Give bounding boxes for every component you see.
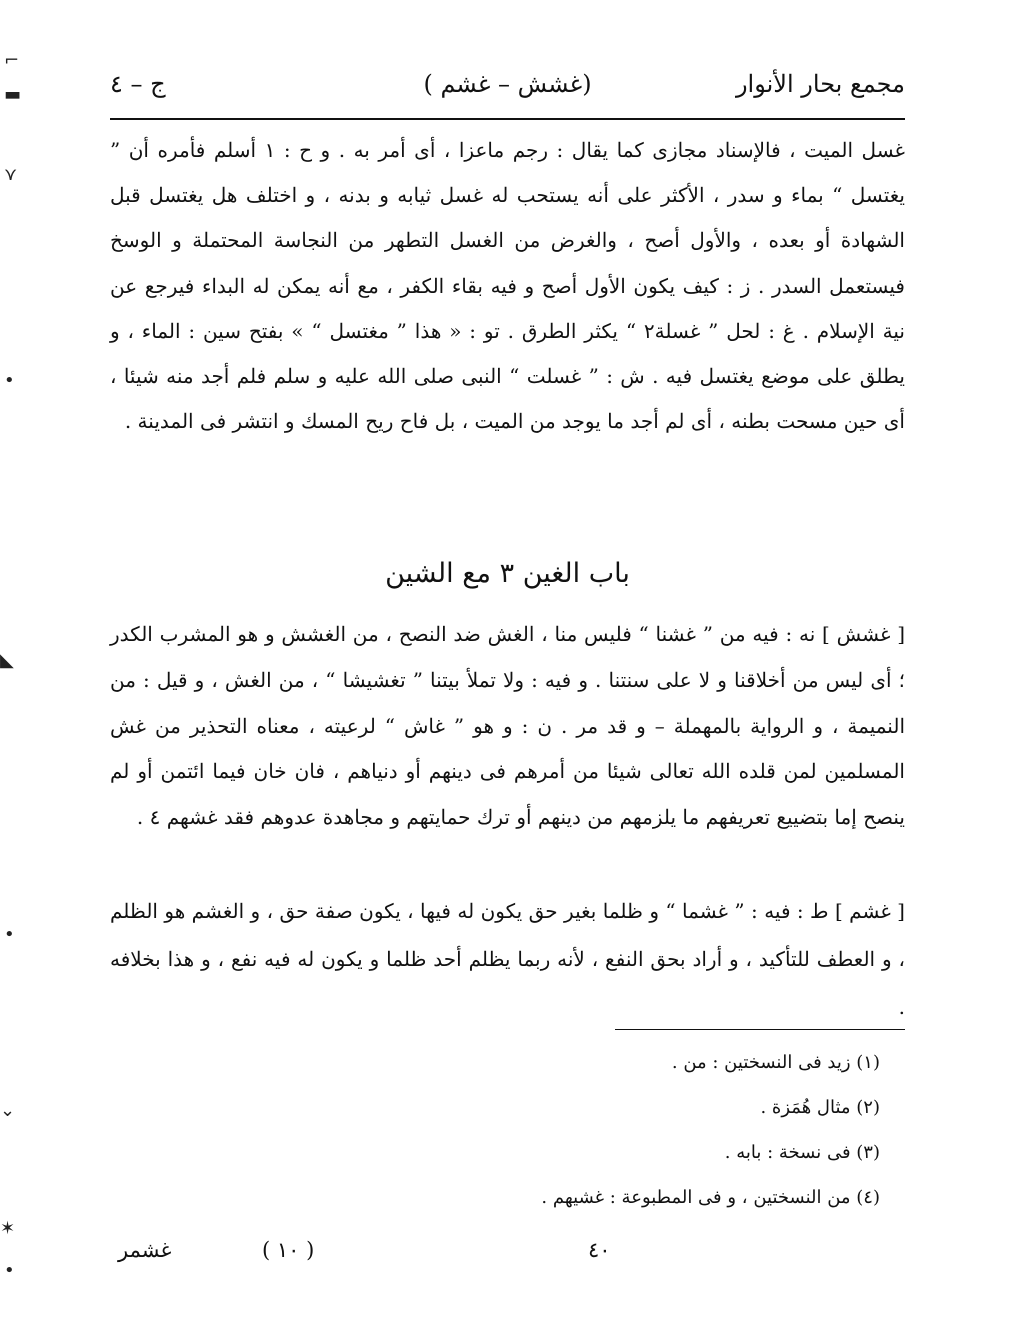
page-footer xyxy=(110,1238,905,1272)
catchword: غشمر xyxy=(118,1238,172,1262)
margin-speck-icon: ✶ xyxy=(0,1218,16,1239)
footnote-rule xyxy=(615,1029,905,1030)
footnote-item: (١) زيد فى النسختين : من . xyxy=(671,1052,880,1073)
entry-range: (غشش – غشم ) xyxy=(423,70,592,98)
margin-speck-icon: ⋎ xyxy=(4,164,18,185)
margin-speck-icon: ⌐ xyxy=(4,50,20,71)
running-header xyxy=(110,66,905,106)
volume-number: ج – ٤ xyxy=(110,70,166,98)
paragraph-ghashsh: [ غشش ] نه : فيه من ” غشنا “ فليس منا ، الغش ضد النصح ، من الغشش و هو المشرب الكدر ؛ أى ليس من أخلاقنا و لا على سنتنا . و فيه : ولا تملأ بيتنا ” تغشيشا “ ، من الغش ، و قيل : من النميمة ، و الرواية بالمهملة – و قد مر . ن : و هو ” غاش “ لرعيته ، معناه التحذير من غش المسلمين لمن قلده الله تعالى شيئا من أمرهم فى دينهم أو دنياهم ، فان خان فيما ائتمن أو لم ينصح إما بتضييع تعريفهم ما يلزمهم من دينهم أو ترك حمايتهم و مجاهدة عدوهم فقد غشهم ٤ . xyxy=(110,622,905,830)
book-title: مجمع بحار الأنوار xyxy=(735,70,905,98)
margin-speck-icon: ▬ xyxy=(4,84,22,105)
page-number: ٤٠ xyxy=(588,1238,611,1262)
margin-speck-icon: ⌄ xyxy=(0,1100,16,1121)
footnote-item: (٢) مثال هُمَزة . xyxy=(760,1097,880,1118)
footnotes-list xyxy=(110,1040,880,1220)
paragraph-ghashm: [ غشم ] ط : فيه : ” غشما “ و ظلما بغير حق يكون له فيها ، يكون صفة حق ، و الغشم هو الظلم ، و العطف للتأكيد ، و أراد بحق النفع ، لأنه ربما يظلم أحد ظلما و يكون له فيه نفع ، و هذا بخلافه . xyxy=(110,899,905,1019)
margin-speck-icon: • xyxy=(4,370,15,391)
margin-speck-icon: • xyxy=(4,1260,15,1281)
margin-speck-icon: ◣ xyxy=(0,650,14,671)
paragraph-ghasl: غسل الميت ، فالإسناد مجازى كما يقال : رجم ماعزا ، أى أمر به . و ح : ١ أسلم فأمره أن ” يغتسل “ بماء و سدر ، الأكثر على أنه يستحب له غسل ثيابه و بدنه ، و اختلف هل يغتسل قبل الشهادة أو بعده ، والأول أصح ، والغرض من الغسل التطهر من النجاسة المحتملة و الوسخ فيستعمل السدر . ز : كيف يكون الأول أصح و فيه بقاء الكفر ، مع أنه يمكن له البداء فيرجع عن نية الإسلام . غ : لحل ” غسلة٢ “ يكثر الطرق . تو : « هذا ” مغتسل “ » بفتح سين : الماء ، و يطلق على موضع يغتسل فيه . ش : ” غسلت “ النبى صلى الله عليه و سلم فلم أجد منه شيئا ، أى حين مسحت بطنه ، أى لم أجد ما يوجد من الميت ، بل فاح ريح المسك و انتشر فى المدينة . xyxy=(110,138,906,434)
footnote-item: (٣) فى نسخة : بابه . xyxy=(724,1142,880,1163)
header-rule xyxy=(110,118,905,120)
section-heading: باب الغين ٣ مع الشين xyxy=(385,558,630,589)
margin-speck-icon: • xyxy=(4,924,15,945)
footnote-item: (٤) من النسختين ، و فى المطبوعة : غشيهم . xyxy=(541,1187,880,1208)
sheet-number: ( ١٠ ) xyxy=(262,1238,315,1262)
